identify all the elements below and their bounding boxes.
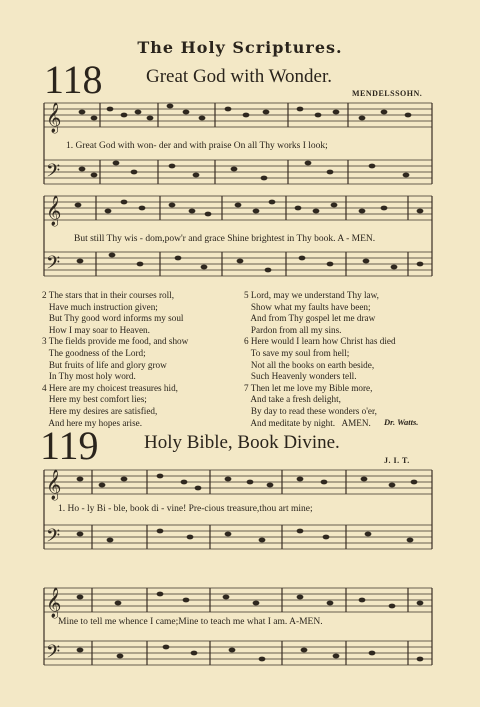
hymn-number-119: 119: [40, 423, 99, 468]
lyric-119-line2: Mine to tell me whence I came;Mine to teach me what I am. A-MEN.: [58, 617, 323, 627]
svg-text:𝄞: 𝄞: [46, 196, 62, 226]
verses-118-left: 2 The stars that in their courses roll, Have much instruction given; But Thy good word informs my soul How I may soar to Heaven. 3 The fields provide me food, and show The goodness of the Lord; But fruits of life and glory grow In Thy most holy word. 4 Here are my choicest treasures hid, Here my best comfort lies; Here my desires are satisfied, And here my hopes arise.: [42, 290, 189, 428]
svg-text:𝄞: 𝄞: [46, 470, 62, 500]
author-118: Dr. Watts.: [384, 417, 419, 427]
svg-text:𝄢: 𝄢: [46, 253, 61, 278]
lyric-118-line2: But still Thy wis - dom,pow'r and grace Shine brightest in Thy book. A - MEN.: [74, 234, 376, 244]
lyric-119-line1: 1. Ho - ly Bi - ble, book di - vine! Pre-cious treasure,thou art mine;: [58, 504, 313, 514]
page-header: The Holy Scriptures.: [137, 38, 343, 57]
lyric-118-line1: 1. Great God with won- der and with praise On all Thy works I look;: [66, 141, 328, 151]
hymn-title-119: Holy Bible, Book Divine.: [144, 432, 340, 453]
svg-text:𝄞: 𝄞: [46, 588, 62, 618]
composer-119: J. I. T.: [384, 456, 410, 465]
verses-118-right: 5 Lord, may we understand Thy law, Show what my faults have been; And from Thy gospel let me draw Pardon from all my sins. 6 Here would I learn how Christ has died To save my soul from hell; Not all the books on earth beside, Such Heavenly wonders tell. 7 Then let me love my Bible more, And take a fresh delight, By day to read these wonders o'er, And meditate by night. AMEN.: [244, 290, 396, 428]
hymn-number-118: 118: [44, 57, 103, 102]
svg-text:𝄢: 𝄢: [46, 161, 61, 186]
hymn-title-118: Great God with Wonder.: [146, 66, 332, 87]
composer-118: MENDELSSOHN.: [352, 89, 423, 98]
svg-text:𝄞: 𝄞: [46, 103, 62, 133]
svg-text:𝄢: 𝄢: [46, 526, 61, 551]
svg-text:𝄢: 𝄢: [46, 642, 61, 667]
